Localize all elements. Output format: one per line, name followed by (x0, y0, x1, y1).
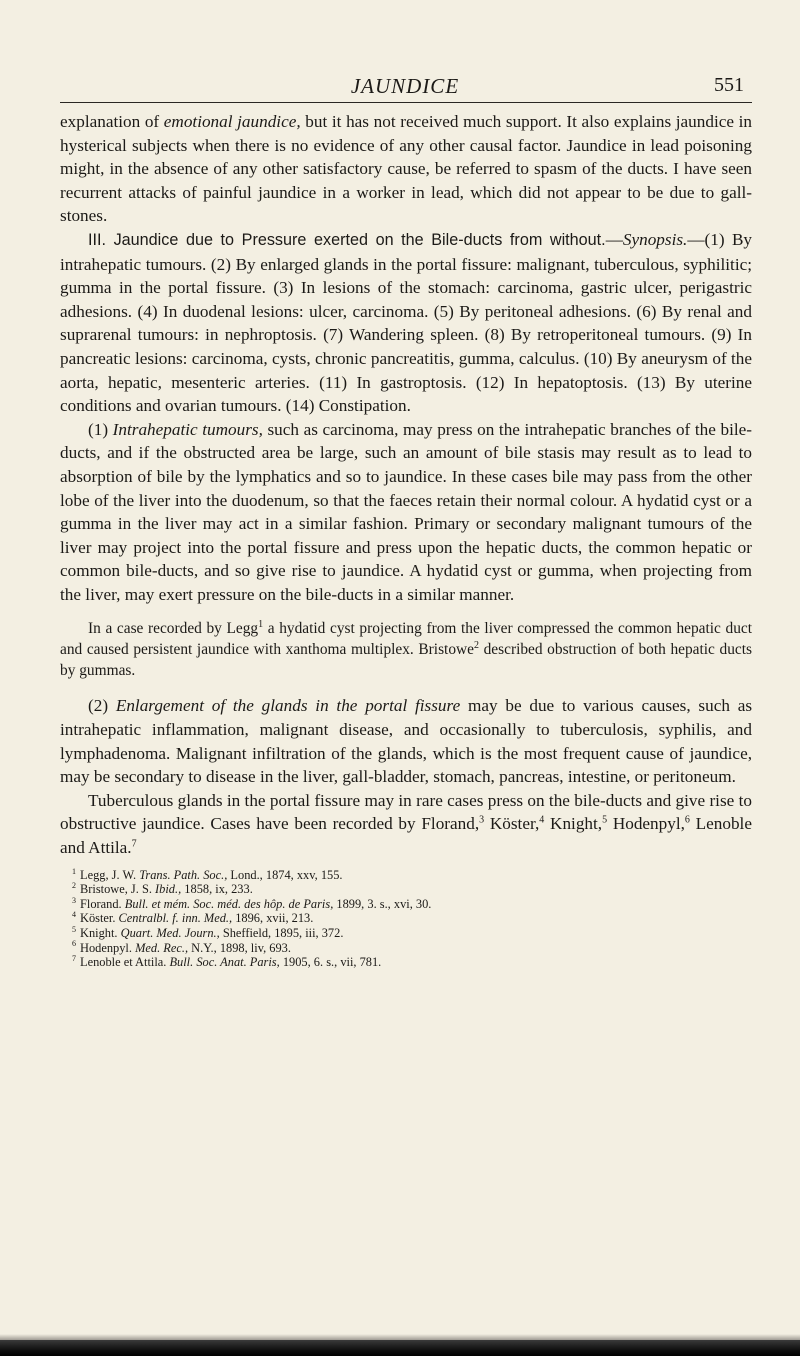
italic-term: emotional jaundice, (163, 112, 301, 131)
header-rule (60, 102, 752, 103)
footnote-ref: 1 (258, 619, 264, 631)
text-run: — (605, 229, 623, 249)
footnote-number: 1 (72, 866, 76, 876)
text-run: explanation of (60, 112, 164, 131)
footnote-journal: Bull. et mém. Soc. méd. des hôp. de Paris, (124, 896, 334, 911)
paragraph-tuberculous-glands (60, 789, 752, 860)
footnote (72, 926, 752, 941)
footnote-citation: Lond., 1874, xxv, 155. (227, 867, 343, 882)
footnote-author: Florand. (80, 896, 125, 911)
section-iii-synopsis (60, 228, 752, 418)
footnote-journal: Ibid., (155, 882, 182, 897)
footnote-ref: 6 (684, 814, 690, 826)
footnote-citation: 1899, 3. s., xvi, 30. (333, 896, 432, 911)
footnote-ref: 7 (131, 838, 137, 850)
footnote (72, 882, 752, 897)
running-head (60, 74, 750, 102)
small-print-block (60, 618, 752, 681)
text-run: Köster, (484, 814, 540, 834)
text-run: (2) (88, 696, 116, 716)
footnote-author: Knight. (80, 926, 121, 940)
paragraph-intrahepatic-tumours (60, 418, 752, 607)
footnote-citation: 1896, xvii, 213. (232, 911, 314, 926)
footnote-author: Lenoble et Attila. (80, 955, 170, 970)
footnote-number: 3 (72, 895, 76, 905)
footnote-citation: 1858, ix, 233. (181, 882, 253, 897)
footnote-citation: Sheffield, 1895, iii, 372. (219, 926, 344, 940)
section-heading: III. Jaundice due to Pressure exerted on the Bile-ducts from without. (88, 230, 606, 249)
footnote-ref: 5 (602, 814, 608, 826)
paragraph-emotional-jaundice (60, 110, 752, 228)
footnote-author: Bristowe, J. S. (80, 882, 156, 897)
text-run: may be due to various causes, such as intrahepatic inflammation, malignant disease, and occasionally to tuberculosis, syphilis, and lymphadenoma. Malignant infiltration of the glands, which is the most frequent cause of jaundice, may be secondary to disease in the liver, gall-bladder, stomach, pancreas, intestine, or peritoneum. (60, 696, 753, 787)
text-run: Hodenpyl, (607, 814, 685, 834)
footnote-journal: Bull. Soc. Anat. Paris, (169, 955, 280, 970)
footnote-number: 6 (72, 939, 76, 949)
footnote-number: 5 (72, 924, 76, 934)
footnote-journal: Centralbl. f. inn. Med., (118, 911, 233, 926)
footnote-journal: Med. Rec., (135, 940, 189, 955)
text-run: Knight, (544, 814, 603, 834)
footnote (72, 868, 752, 883)
body-text (60, 110, 752, 970)
footnote-citation: 1905, 6. s., vii, 781. (279, 955, 382, 970)
synopsis-label: Synopsis. (622, 229, 688, 249)
text-run: but it has not received much support. It also explains jaundice in hysterical subjects when there is no evidence of any other causal factor. Jaundice in lead poisoning might, in the absence of any other satisfactory cause, be referred to spasm of the ducts. I have seen recurrent attacks of painful jaundice in a worker in lead, which did not appear to be due to gall-stones. (60, 112, 753, 226)
footnote-author: Köster. (80, 911, 119, 926)
footnote-citation: N.Y., 1898, liv, 693. (188, 940, 291, 955)
italic-term: Enlargement of the glands in the portal fissure (115, 696, 461, 716)
footnote-journal: Trans. Path. Soc., (139, 867, 228, 882)
footnote (72, 941, 752, 956)
italic-term: Intrahepatic tumours, (112, 419, 263, 439)
small-print-paragraph (60, 618, 752, 681)
footnote (72, 897, 752, 912)
scan-edge (0, 1340, 800, 1356)
text-run: a hydatid cyst projecting from the liver compressed the common hepatic duct and caused persistent jaundice with xanthoma multiplex. Bristowe (60, 620, 753, 659)
synopsis-text: —(1) By intrahepatic tumours. (2) By enlarged glands in the portal fissure: malignant, tuberculous, syphilitic; gumma in the portal fissure. (3) In lesions of the stomach: carcinoma, gastric ulcer, perigastric adhesions. (4) In duodenal lesions: ulcer, carcinoma. (5) By peritoneal adhesions. (6) By renal and suprarenal tumours: in nephroptosis. (7) Wandering spleen. (8) By retroperitoneal tumours. (9) In pancreatic lesions: carcinoma, cysts, chronic pancreatitis, gumma, calculus. (10) By aneurysm of the aorta, hepatic, mesenteric arteries. (11) In gastroptosis. (12) In hepatoptosis. (13) By uterine conditions and ovarian tumours. (14) Constipation. (60, 229, 753, 416)
footnote-number: 4 (72, 910, 76, 920)
running-title: JAUNDICE (350, 74, 460, 98)
footnotes (60, 868, 752, 970)
footnote (72, 911, 752, 926)
footnote-journal: Quart. Med. Journ., (120, 926, 220, 940)
footnote-author: Hodenpyl. (80, 940, 136, 955)
page-number: 551 (714, 74, 744, 96)
footnote-ref: 2 (473, 640, 479, 652)
text-run: described obstruction of both hepatic ducts by gummas. (60, 641, 752, 680)
footnote-ref: 3 (479, 814, 485, 826)
paragraph-portal-glands (60, 694, 752, 788)
footnote-number: 7 (72, 954, 76, 964)
text-run: Tuberculous glands in the portal fissure may in rare cases press on the bile-ducts and give rise to obstructive jaundice. Cases have been recorded by Florand, (60, 790, 752, 834)
footnote-number: 2 (72, 881, 76, 891)
footnote-author: Legg, J. W. (80, 867, 140, 882)
footnote (72, 955, 752, 970)
text-run: (1) (88, 419, 113, 439)
text-run: Lenoble and Attila. (60, 814, 752, 858)
text-run: In a case recorded by Legg (88, 620, 259, 638)
text-run: such as carcinoma, may press on the intrahepatic branches of the bile-ducts, and if the obstructed area be large, such an amount of bile stasis may result as to lead to absorption of bile by the lymphatics and so to jaundice. In these cases bile may pass from the other lobe of the liver into the duodenum, so that the faeces retain their normal colour. A hydatid cyst or a gumma in the liver may act in a similar fashion. Primary or secondary malignant tumours of the liver may project into the portal fissure and press upon the hepatic ducts, the common hepatic or common bile-ducts, and so give rise to jaundice. A hydatid cyst or gumma, when projecting from the liver, may exert pressure on the bile-ducts in a similar manner. (60, 419, 752, 604)
footnote-ref: 4 (539, 814, 545, 826)
